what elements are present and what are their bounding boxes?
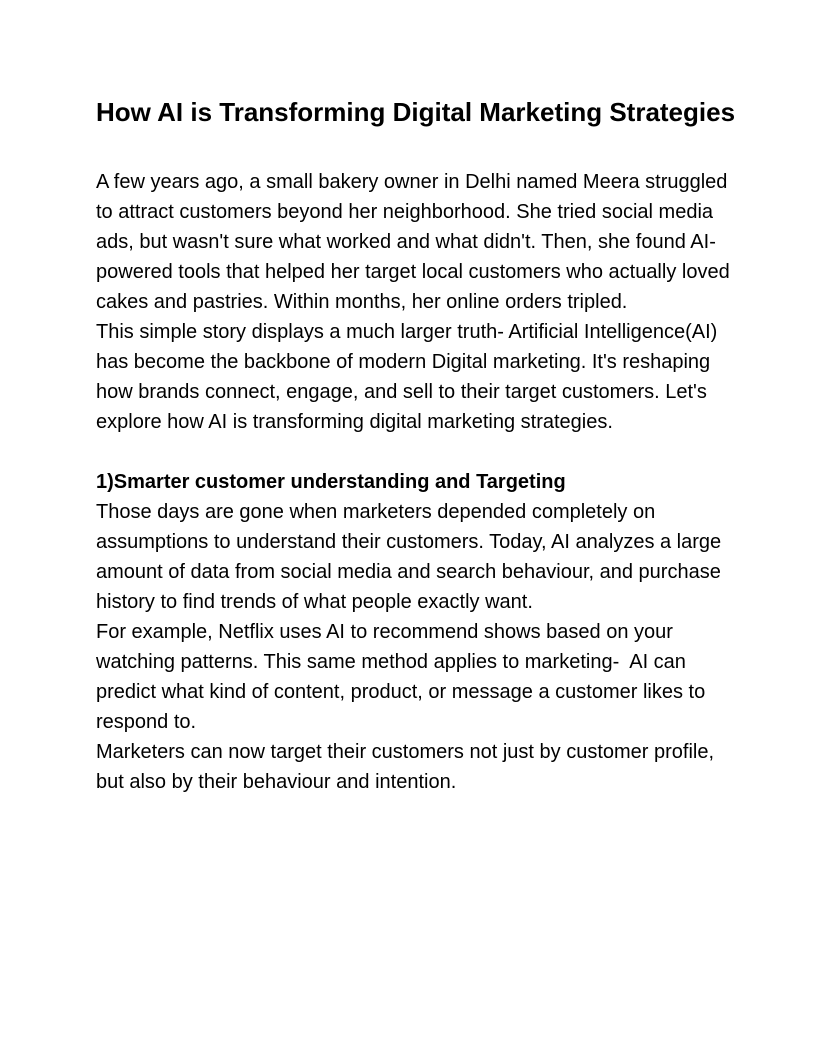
spacer [96, 131, 736, 167]
spacer [96, 437, 736, 467]
section-1-paragraph-3: Marketers can now target their customers not just by customer profile, but also by their behaviour and intention. [96, 741, 720, 793]
intro-paragraph-2: This simple story displays a much larger truth- Artificial Intelligence(AI) has become the backbone of modern Digital marketing. It's reshaping how brands connect, engage, and sell to their target customers. Let's explore how AI is transforming digital marketing strategies. [96, 321, 723, 433]
section-heading-1: 1)Smarter customer understanding and Targeting [96, 471, 566, 493]
document-page [96, 93, 736, 797]
document-title: How AI is Transforming Digital Marketing Strategies [96, 97, 736, 127]
intro-paragraph-1: A few years ago, a small bakery owner in Delhi named Meera struggled to attract customers beyond her neighborhood. She tried social media ads, but wasn't sure what worked and what didn't. Then, she found AI-powered tools that helped her target local customers who actually loved cakes and pastries. Within months, her online orders tripled. [96, 171, 736, 313]
section-1-paragraph-2: For example, Netflix uses AI to recommend shows based on your watching patterns. This same method applies to marketing- AI can predict what kind of content, product, or message a customer likes to respond to. [96, 621, 711, 733]
section-1-paragraph-1: Those days are gone when marketers depended completely on assumptions to understand their customers. Today, AI analyzes a large amount of data from social media and search behaviour, and purchase history to find trends of what people exactly want. [96, 501, 727, 613]
